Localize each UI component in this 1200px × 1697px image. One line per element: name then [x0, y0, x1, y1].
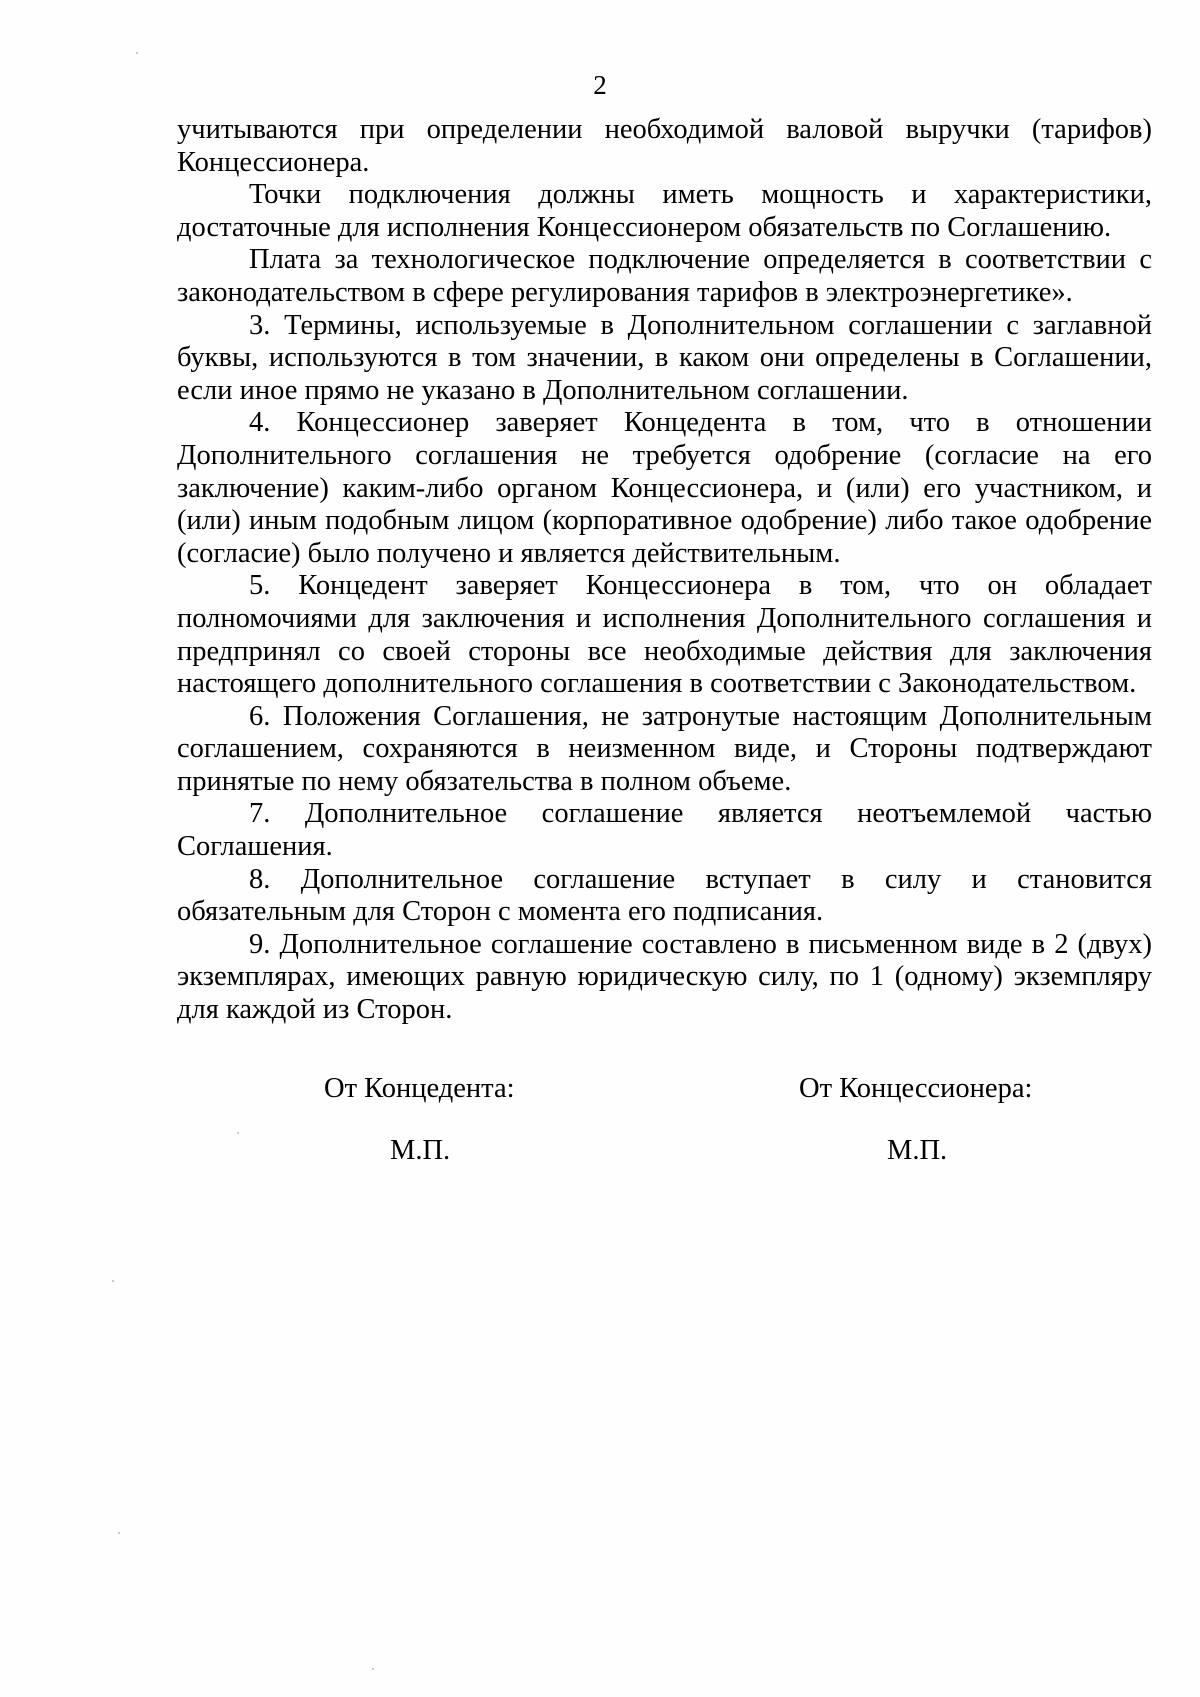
clause-5: 5. Концедент заверяет Концессионера в том, что он обладает полномочиями для заключения и исполнения Дополнительного соглашения и предпринял со своей стороны все необходимые действия для заключения настоящего дополнительного соглашения в соответствии с Законодательством. [177, 570, 1152, 700]
paragraph-continuation: учитываются при определении необходимой валовой выручки (тарифов) Концессионера. [177, 114, 1152, 178]
page-number: 2 [593, 70, 607, 100]
scan-speck [118, 1532, 120, 1534]
scan-speck [136, 52, 138, 54]
signature-label-grantor: От Концедента: [324, 1073, 515, 1104]
clause-6: 6. Положения Соглашения, не затронутые настоящим Дополнительным соглашением, сохраняются в неизменном виде, и Стороны подтверждают принятые по нему обязательства в полном объеме. [177, 700, 1152, 797]
clause-7: 7. Дополнительное соглашение является неотъемлемой частью Соглашения. [177, 798, 1152, 863]
scan-speck [237, 1132, 239, 1134]
stamp-place-grantor: М.П. [390, 1135, 451, 1166]
document-body [177, 114, 1152, 1027]
paragraph-connection-fee: Плата за технологическое подключение определяется в соответствии с законодательством в сфере регулирования тарифов в электроэнергетике». [177, 244, 1152, 308]
scan-speck [112, 1280, 114, 1282]
clause-3: 3. Термины, используемые в Дополнительном соглашении с заглавной буквы, используются в том значении, в каком они определены в Соглашении, если иное прямо не указано в Дополнительном соглашении. [177, 309, 1152, 406]
stamp-place-concessionaire: М.П. [887, 1135, 948, 1166]
scan-speck [372, 1668, 374, 1670]
clause-8: 8. Дополнительное соглашение вступает в силу и становится обязательным для Сторон с момента его подписания. [177, 863, 1152, 928]
clause-4: 4. Концессионер заверяет Концедента в том, что в отношении Дополнительного соглашения не требуется одобрение (согласие на его заключение) каким-либо органом Концессионера, и (или) его участником, и (или) иным подобным лицом (корпоративное одобрение) либо такое одобрение (согласие) было получено и является действительным. [177, 407, 1152, 569]
clause-9: 9. Дополнительное соглашение составлено в письменном виде в 2 (двух) экземплярах, имеющих равную юридическую силу, по 1 (одному) экземпляру для каждой из Сторон. [177, 928, 1152, 1026]
paragraph-connection-points: Точки подключения должны иметь мощность и характеристики, достаточные для исполнения Концессионером обязательств по Соглашению. [177, 179, 1152, 243]
signature-label-concessionaire: От Концессионера: [799, 1073, 1033, 1104]
